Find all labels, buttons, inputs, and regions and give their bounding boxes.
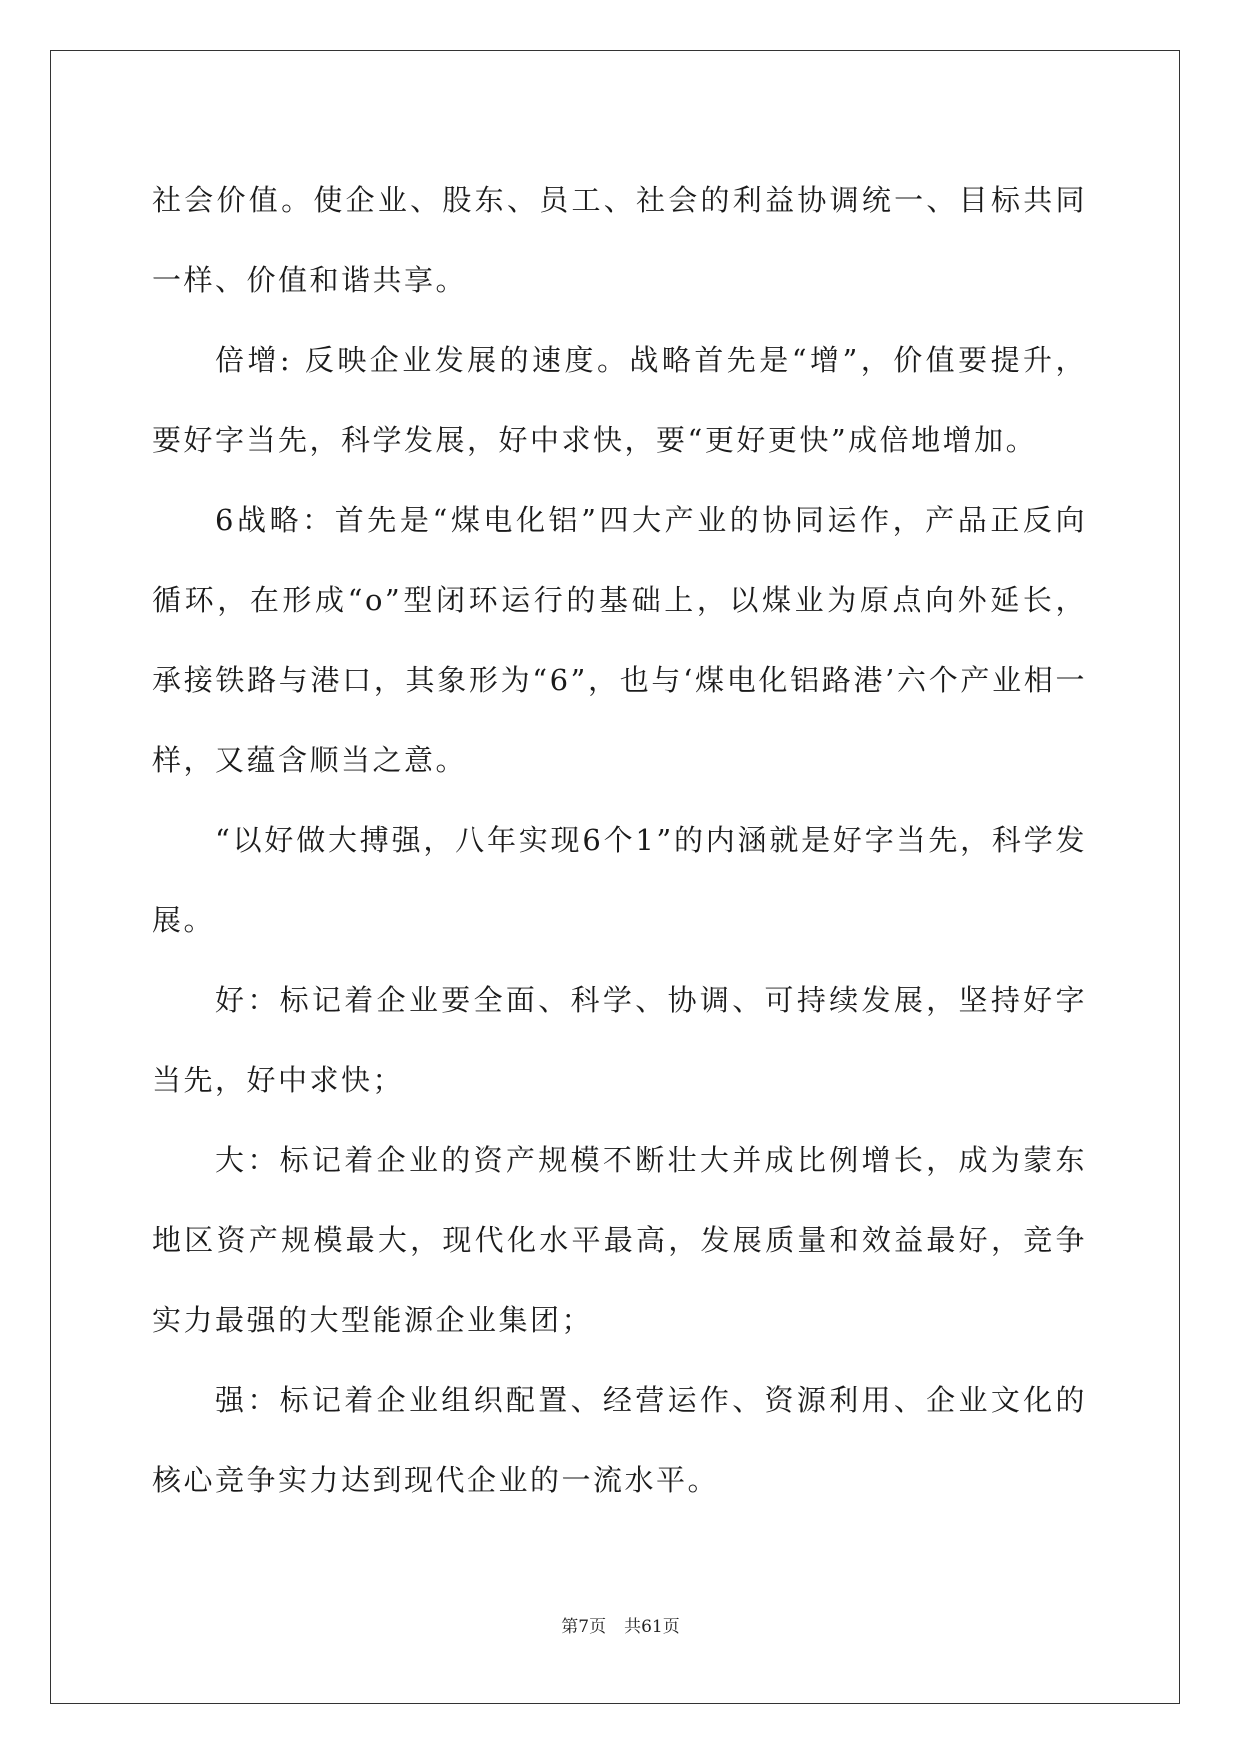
page-footer bbox=[0, 1612, 1241, 1637]
paragraph-4: “以好做大搏强，八年实现6个1”的内涵就是好字当先，科学发展。 bbox=[152, 823, 1087, 937]
page-total: 共61页 bbox=[624, 1617, 680, 1637]
paragraph-3: 6战略：首先是“煤电化铝”四大产业的协同运作，产品正反向循环，在形成“o”型闭环运行的基础上，以煤业为原点向外延长，承接铁路与港口，其象形为“6”，也与‘煤电化铝路港’六个产业相一样，又蕴含顺当之意。 bbox=[152, 503, 1087, 777]
paragraph-1: 社会价值。使企业、股东、员工、社会的利益协调统一、目标共同一样、价值和谐共享。 bbox=[152, 183, 1087, 297]
page-number: 第7页 bbox=[561, 1617, 607, 1637]
document-body bbox=[152, 160, 1087, 1520]
paragraph-6: 大：标记着企业的资产规模不断壮大并成比例增长，成为蒙东地区资产规模最大，现代化水平最高，发展质量和效益最好，竞争实力最强的大型能源企业集团； bbox=[152, 1143, 1087, 1337]
paragraph-7: 强：标记着企业组织配置、经营运作、资源利用、企业文化的核心竞争实力达到现代企业的一流水平。 bbox=[152, 1383, 1087, 1497]
paragraph-2: 倍增: 反映企业发展的速度。战略首先是“增”，价值要提升，要好字当先，科学发展，好中求快，要“更好更快”成倍地增加。 bbox=[152, 343, 1087, 457]
paragraph-5: 好：标记着企业要全面、科学、协调、可持续发展，坚持好字当先，好中求快； bbox=[152, 983, 1087, 1097]
